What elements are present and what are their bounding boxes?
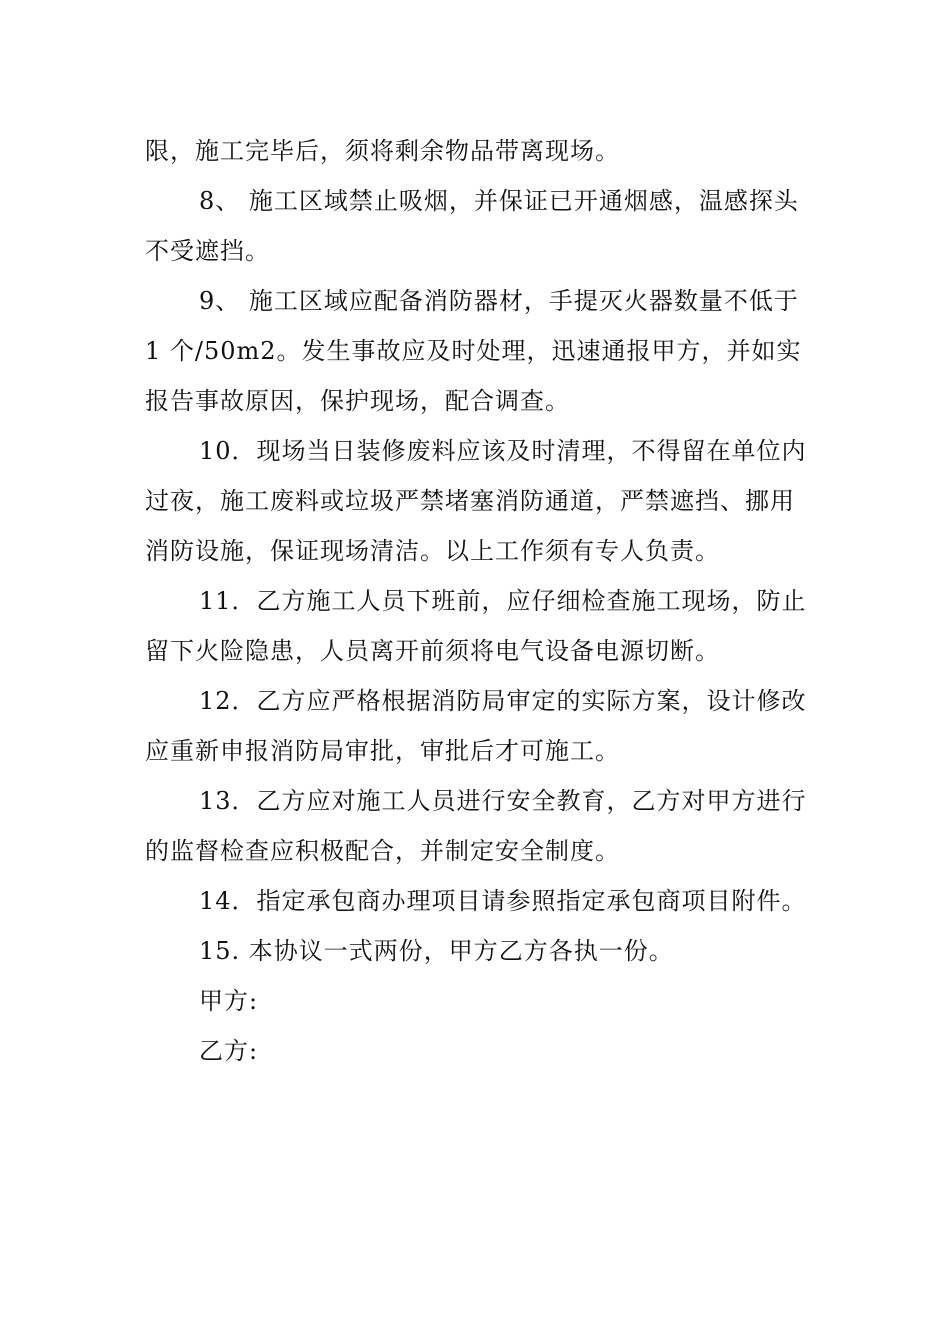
document-body	[145, 126, 807, 1076]
paragraph-continuation: 限，施工完毕后，须将剩余物品带离现场。	[145, 137, 620, 165]
clause-12: 12．乙方应严格根据消防局审定的实际方案，设计修改应重新申报消防局审批，审批后才可施工。	[145, 687, 807, 765]
clause-8: 8、 施工区域禁止吸烟，并保证已开通烟感，温感探头不受遮挡。	[145, 187, 799, 265]
clause-11: 11．乙方施工人员下班前，应仔细检查施工现场，防止留下火险隐患，人员离开前须将电气设备电源切断。	[145, 587, 807, 665]
clause-13: 13．乙方应对施工人员进行安全教育，乙方对甲方进行的监督检查应积极配合，并制定安全制度。	[145, 787, 807, 865]
clause-10: 10．现场当日装修废料应该及时清理，不得留在单位内过夜，施工废料或垃圾严禁堵塞消防通道，严禁遮挡、挪用消防设施，保证现场清洁。以上工作须有专人负责。	[145, 437, 807, 565]
party-b-signature-line: 乙方:	[199, 1037, 259, 1065]
party-a-signature-line: 甲方:	[199, 987, 259, 1015]
clause-9: 9、 施工区域应配备消防器材，手提灭火器数量不低于 1 个/50m2。发生事故应及时处理，迅速通报甲方，并如实报告事故原因，保护现场，配合调查。	[145, 287, 802, 415]
clause-14: 14．指定承包商办理项目请参照指定承包商项目附件。	[199, 887, 807, 915]
clause-15: 15. 本协议一式两份，甲方乙方各执一份。	[199, 937, 674, 965]
